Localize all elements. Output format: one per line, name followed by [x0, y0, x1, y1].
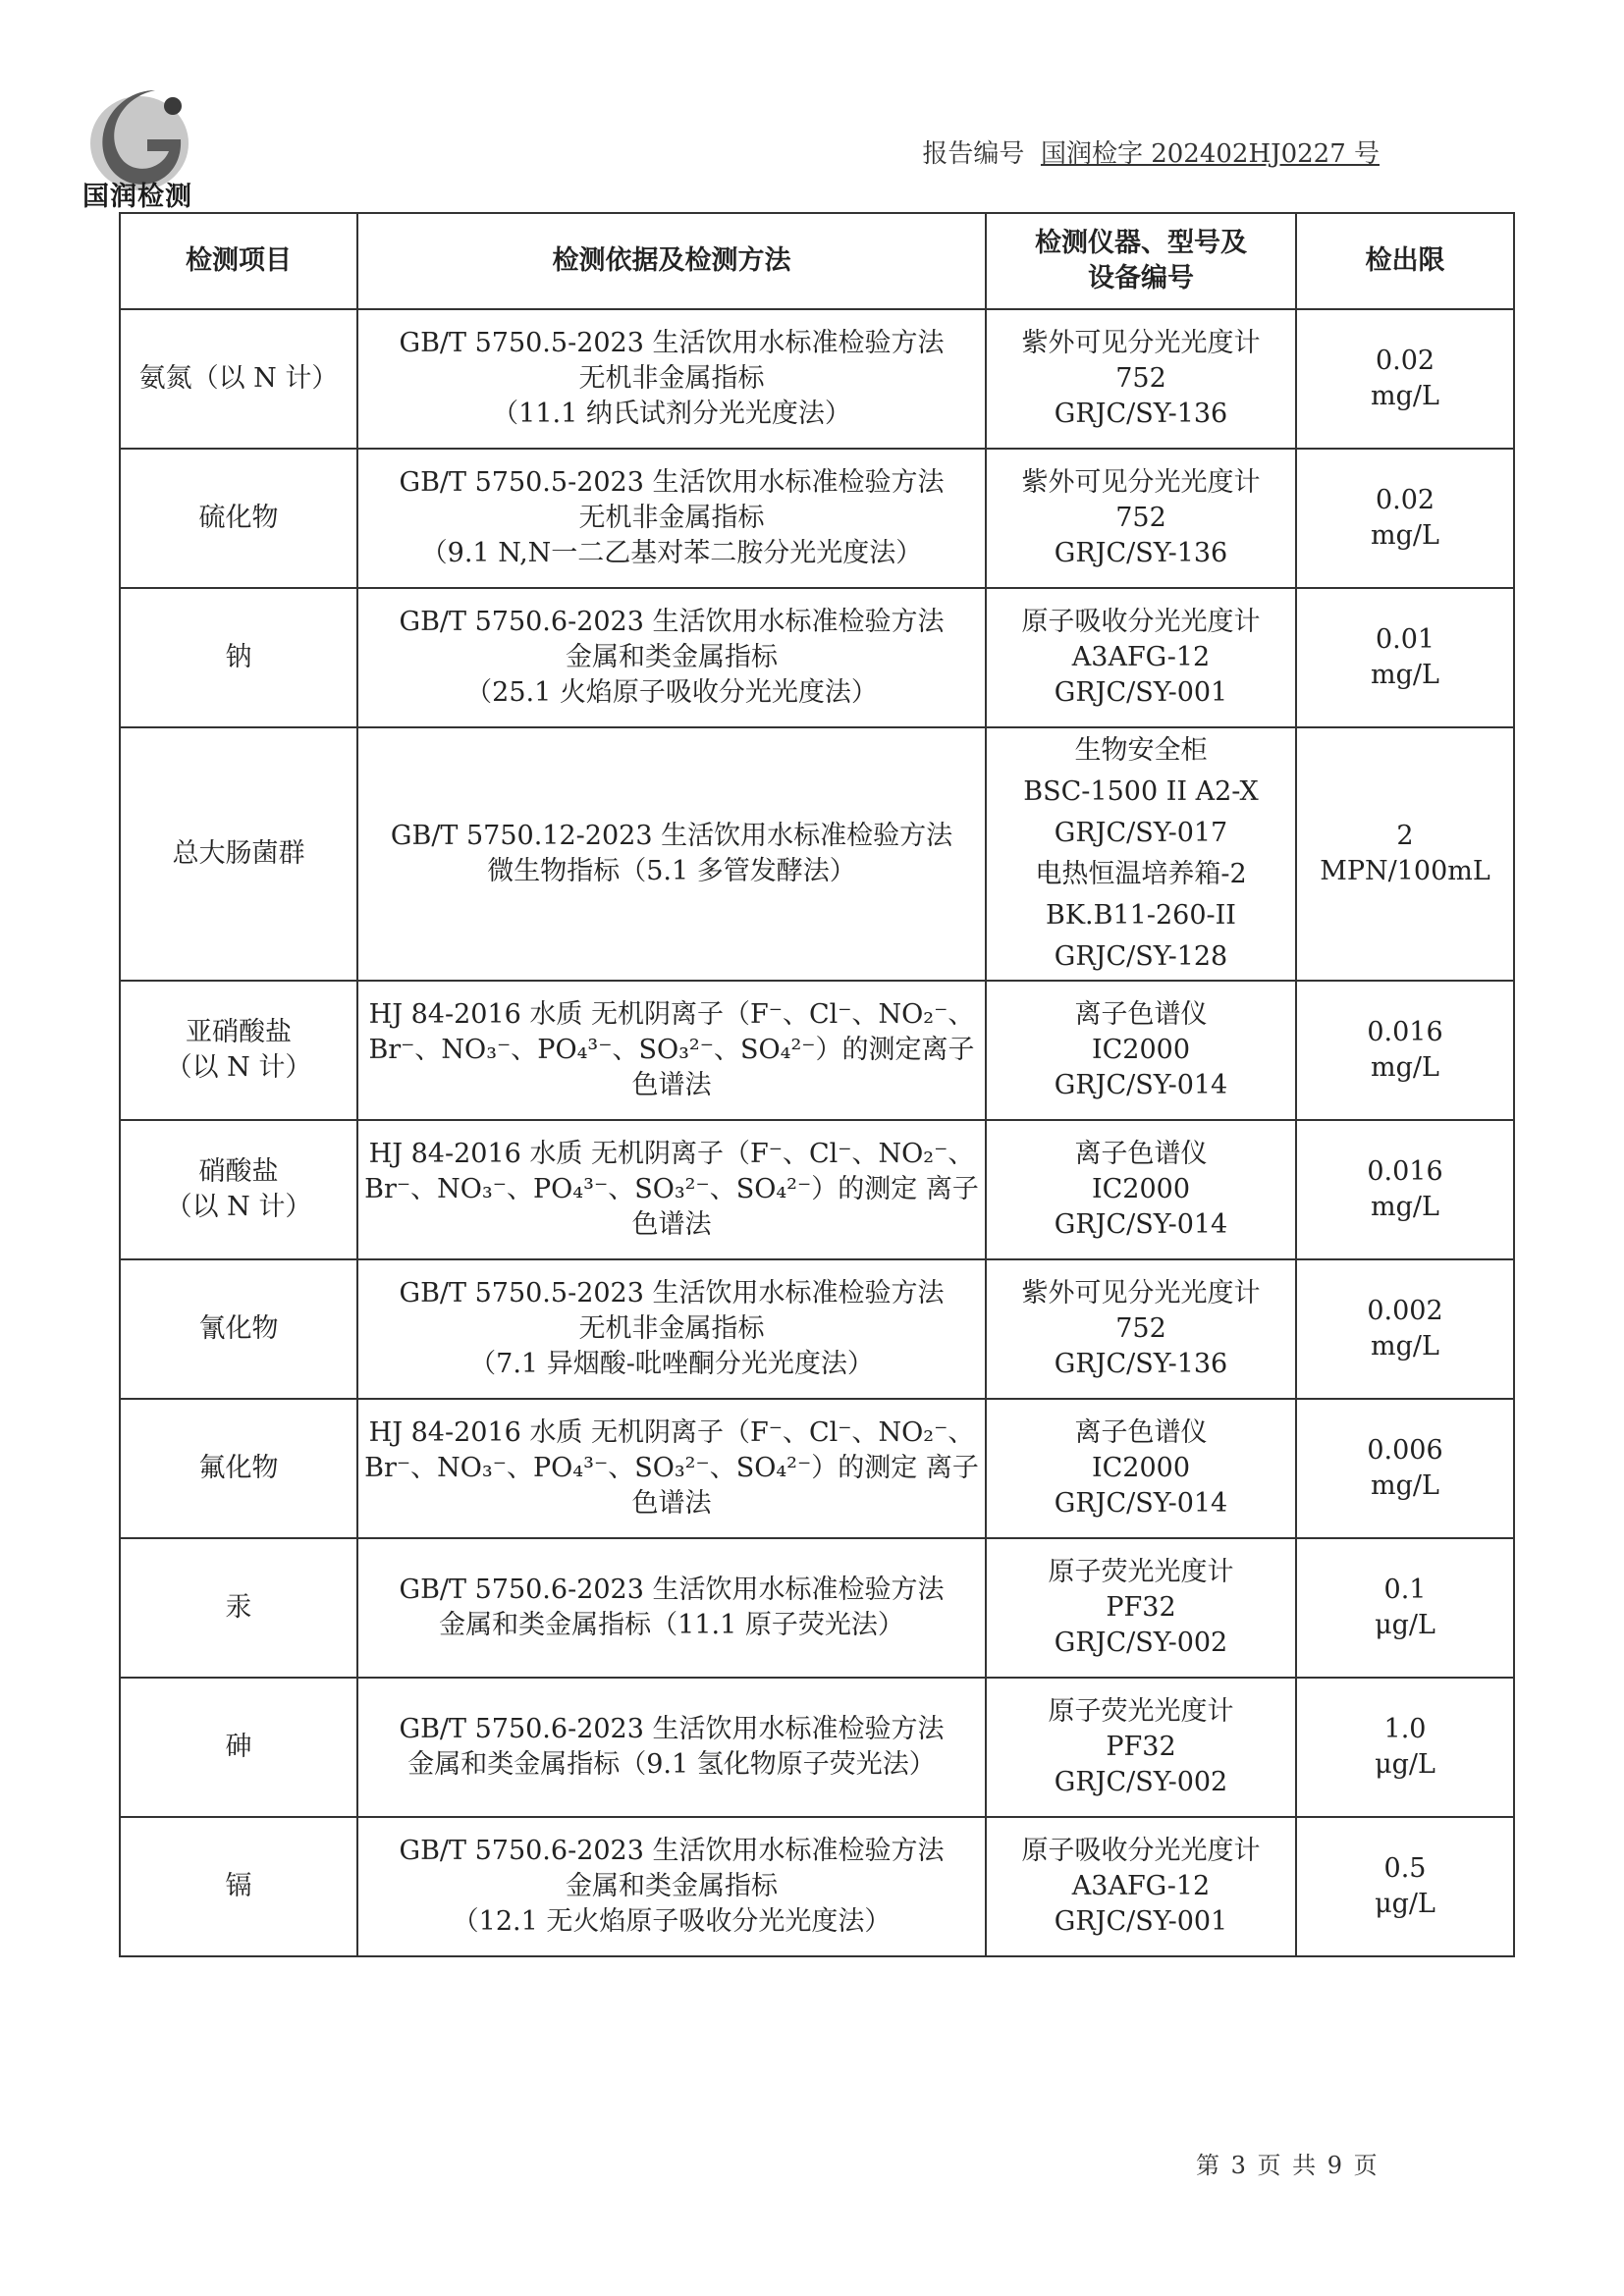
limit-cell-line: mg/L — [1371, 1331, 1439, 1362]
table-row — [120, 1399, 1514, 1538]
instrument-cell — [986, 1399, 1296, 1538]
item-cell-line: 氰化物 — [198, 1313, 279, 1344]
method-cell-line: 金属和类金属指标 — [566, 1871, 778, 1901]
method-cell-line: GB/T 5750.6-2023 生活饮用水标准检验方法 — [399, 1575, 945, 1605]
instrument-cell-line: IC2000 — [1091, 1453, 1191, 1483]
method-cell-line: 色谱法 — [631, 1488, 712, 1519]
limit-cell — [1296, 727, 1514, 981]
instrument-cell-line: PF32 — [1106, 1732, 1176, 1762]
col-header-method: 检测依据及检测方法 — [357, 213, 986, 309]
instrument-cell-line: 离子色谱仪 — [1074, 999, 1208, 1030]
instrument-cell-line: GRJC/SY-001 — [1054, 677, 1228, 708]
item-cell-line: （以 N 计） — [165, 1052, 312, 1083]
item-cell — [120, 1120, 357, 1259]
item-cell-line: 钠 — [225, 642, 252, 672]
instrument-cell-line: 紫外可见分光光度计 — [1021, 1278, 1261, 1308]
instrument-cell — [986, 981, 1296, 1120]
table-row — [120, 588, 1514, 727]
method-cell-line: 微生物指标（5.1 多管发酵法） — [487, 856, 856, 886]
table-row — [120, 1120, 1514, 1259]
instrument-cell-line: 752 — [1115, 1313, 1166, 1344]
limit-cell-line: 0.016 — [1367, 1017, 1443, 1047]
instrument-cell-line: PF32 — [1106, 1592, 1176, 1623]
limit-cell-line: MPN/100mL — [1320, 856, 1490, 886]
method-cell-line: 金属和类金属指标 — [566, 642, 778, 672]
method-cell-line: 无机非金属指标 — [578, 363, 765, 394]
method-cell — [357, 1538, 986, 1678]
method-cell — [357, 309, 986, 449]
instrument-cell-line: GRJC/SY-014 — [1054, 1070, 1228, 1100]
method-cell-line: GB/T 5750.5-2023 生活饮用水标准检验方法 — [399, 328, 945, 358]
item-cell-line: 氨氮（以 N 计） — [138, 363, 339, 394]
limit-cell — [1296, 1120, 1514, 1259]
method-cell — [357, 1259, 986, 1399]
method-cell — [357, 1817, 986, 1956]
method-cell-line: （11.1 纳氏试剂分光光度法） — [492, 399, 851, 429]
table-row — [120, 309, 1514, 449]
instrument-cell-line: GRJC/SY-002 — [1054, 1628, 1228, 1658]
item-cell-line: 氟化物 — [198, 1453, 279, 1483]
item-cell-line: 硫化物 — [198, 503, 279, 533]
instrument-cell — [986, 727, 1296, 981]
instrument-cell-line: A3AFG-12 — [1071, 642, 1211, 672]
item-cell-line: （以 N 计） — [165, 1192, 312, 1222]
instrument-cell-line: 原子荧光光度计 — [1048, 1557, 1234, 1587]
method-cell-line: （12.1 无火焰原子吸收分光光度法） — [452, 1906, 892, 1937]
table-row — [120, 981, 1514, 1120]
limit-cell-line: 0.016 — [1367, 1156, 1443, 1187]
instrument-cell-line: 紫外可见分光光度计 — [1021, 328, 1261, 358]
method-cell-line: GB/T 5750.5-2023 生活饮用水标准检验方法 — [399, 467, 945, 498]
method-cell — [357, 1120, 986, 1259]
table-row — [120, 727, 1514, 981]
item-cell — [120, 1259, 357, 1399]
instrument-cell-line: A3AFG-12 — [1071, 1871, 1211, 1901]
item-cell-line: 亚硝酸盐 — [186, 1017, 292, 1047]
item-cell — [120, 1399, 357, 1538]
method-cell-line: HJ 84-2016 水质 无机阴离子（F⁻、Cl⁻、NO₂⁻、 — [368, 1417, 975, 1448]
item-cell — [120, 1678, 357, 1817]
instrument-cell-line: IC2000 — [1091, 1035, 1191, 1065]
limit-cell — [1296, 1678, 1514, 1817]
limit-cell-line: mg/L — [1371, 1470, 1439, 1501]
table-row — [120, 1259, 1514, 1399]
page-number: 第 3 页 共 9 页 — [1196, 2152, 1380, 2179]
item-cell — [120, 309, 357, 449]
method-cell-line: 金属和类金属指标（11.1 原子荧光法） — [439, 1610, 904, 1640]
limit-cell — [1296, 588, 1514, 727]
method-cell-line: （9.1 N,N一二乙基对苯二胺分光光度法） — [420, 538, 923, 568]
item-cell — [120, 449, 357, 588]
limit-cell-line: 0.02 — [1375, 346, 1435, 376]
limit-cell-line: mg/L — [1371, 660, 1439, 690]
instrument-cell-line: GRJC/SY-001 — [1054, 1906, 1228, 1937]
method-cell-line: HJ 84-2016 水质 无机阴离子（F⁻、Cl⁻、NO₂⁻、 — [368, 999, 975, 1030]
limit-cell — [1296, 1259, 1514, 1399]
instrument-cell-line: IC2000 — [1091, 1174, 1191, 1204]
instrument-cell-line: 离子色谱仪 — [1074, 1139, 1208, 1169]
item-cell-line: 镉 — [225, 1871, 252, 1901]
instrument-cell-line: 752 — [1115, 363, 1166, 394]
instrument-cell-line: GRJC/SY-136 — [1054, 1349, 1228, 1379]
limit-cell-line: 1.0 — [1383, 1714, 1427, 1744]
instrument-cell-line: 紫外可见分光光度计 — [1021, 467, 1261, 498]
limit-cell — [1296, 449, 1514, 588]
table-row — [120, 1817, 1514, 1956]
logo-text: 国润检测 — [82, 182, 192, 212]
method-cell-line: Br⁻、NO₃⁻、PO₄³⁻、SO₃²⁻、SO₄²⁻）的测定 离子 — [364, 1174, 979, 1204]
item-cell — [120, 588, 357, 727]
method-cell — [357, 727, 986, 981]
limit-cell — [1296, 1817, 1514, 1956]
table-row — [120, 1538, 1514, 1678]
limit-cell — [1296, 1538, 1514, 1678]
instrument-cell-line: GRJC/SY-128 — [1054, 941, 1228, 972]
method-cell-line: （7.1 异烟酸-吡唑酮分光光度法） — [469, 1349, 874, 1379]
limit-cell — [1296, 1399, 1514, 1538]
limit-cell-line: 0.02 — [1375, 485, 1435, 515]
item-cell — [120, 727, 357, 981]
item-cell — [120, 1817, 357, 1956]
instrument-cell-line: GRJC/SY-017 — [1054, 818, 1228, 848]
report-number-value: 国润检字 202402HJ0227 号 — [1040, 139, 1380, 169]
method-cell — [357, 981, 986, 1120]
method-cell-line: GB/T 5750.12-2023 生活饮用水标准检验方法 — [390, 821, 953, 851]
instrument-cell — [986, 449, 1296, 588]
limit-cell-line: 0.1 — [1383, 1575, 1427, 1605]
method-cell-line: 色谱法 — [631, 1209, 712, 1240]
limit-cell-line: 0.01 — [1375, 624, 1435, 655]
method-cell-line: GB/T 5750.6-2023 生活饮用水标准检验方法 — [399, 1714, 945, 1744]
table-header-row — [120, 213, 1514, 309]
table-row — [120, 1678, 1514, 1817]
instrument-cell — [986, 1120, 1296, 1259]
instrument-cell-line: 电热恒温培养箱-2 — [1035, 859, 1247, 889]
limit-cell — [1296, 981, 1514, 1120]
instrument-cell-line: 原子荧光光度计 — [1048, 1696, 1234, 1727]
limit-cell-line: μg/L — [1375, 1889, 1435, 1919]
instrument-cell — [986, 1678, 1296, 1817]
instrument-cell-line: BK.B11-260-II — [1046, 900, 1236, 931]
limit-cell-line: mg/L — [1371, 520, 1439, 551]
method-cell — [357, 449, 986, 588]
instrument-cell-line: GRJC/SY-014 — [1054, 1209, 1228, 1240]
instrument-cell — [986, 1817, 1296, 1956]
report-number — [922, 133, 1380, 170]
limit-cell-line: 0.006 — [1367, 1435, 1443, 1466]
method-cell-line: 金属和类金属指标（9.1 氢化物原子荧光法） — [407, 1749, 936, 1780]
limit-cell-line: mg/L — [1371, 1192, 1439, 1222]
item-cell-line: 汞 — [225, 1592, 252, 1623]
instrument-cell — [986, 588, 1296, 727]
method-cell-line: Br⁻、NO₃⁻、PO₄³⁻、SO₃²⁻、SO₄²⁻）的测定离子 — [368, 1035, 975, 1065]
method-cell-line: 无机非金属指标 — [578, 503, 765, 533]
method-cell-line: 色谱法 — [631, 1070, 712, 1100]
method-cell-line: GB/T 5750.6-2023 生活饮用水标准检验方法 — [399, 1836, 945, 1866]
method-cell-line: GB/T 5750.5-2023 生活饮用水标准检验方法 — [399, 1278, 945, 1308]
instrument-cell-line: GRJC/SY-014 — [1054, 1488, 1228, 1519]
col-header-limit: 检出限 — [1296, 213, 1514, 309]
limit-cell-line: mg/L — [1371, 381, 1439, 411]
instrument-cell-line: GRJC/SY-002 — [1054, 1767, 1228, 1797]
limit-cell-line: μg/L — [1375, 1749, 1435, 1780]
item-cell — [120, 1538, 357, 1678]
instrument-cell-line: GRJC/SY-136 — [1054, 538, 1228, 568]
instrument-cell-line: 752 — [1115, 503, 1166, 533]
instrument-cell-line: 原子吸收分光光度计 — [1021, 607, 1261, 637]
limit-cell-line: 2 — [1396, 821, 1414, 851]
col-header-item: 检测项目 — [120, 213, 357, 309]
col-header-instrument: 检测仪器、型号及 设备编号 — [986, 213, 1296, 309]
method-cell — [357, 588, 986, 727]
instrument-cell — [986, 309, 1296, 449]
method-cell — [357, 1399, 986, 1538]
item-cell-line: 砷 — [225, 1732, 252, 1762]
limit-cell-line: 0.002 — [1367, 1296, 1443, 1326]
limit-cell — [1296, 309, 1514, 449]
method-cell-line: （25.1 火焰原子吸收分光光度法） — [465, 677, 878, 708]
instrument-cell — [986, 1259, 1296, 1399]
instrument-cell-line: GRJC/SY-136 — [1054, 399, 1228, 429]
report-number-label: 报告编号 — [922, 139, 1025, 169]
instrument-cell-line: 离子色谱仪 — [1074, 1417, 1208, 1448]
test-methods-table — [119, 212, 1515, 1957]
item-cell-line: 硝酸盐 — [198, 1156, 279, 1187]
method-cell — [357, 1678, 986, 1817]
instrument-cell-line: 生物安全柜 — [1074, 735, 1208, 766]
method-cell-line: 无机非金属指标 — [578, 1313, 765, 1344]
limit-cell-line: 0.5 — [1383, 1853, 1427, 1884]
instrument-cell-line: 原子吸收分光光度计 — [1021, 1836, 1261, 1866]
instrument-cell-line: BSC-1500 II A2-X — [1023, 776, 1259, 807]
method-cell-line: HJ 84-2016 水质 无机阴离子（F⁻、Cl⁻、NO₂⁻、 — [368, 1139, 975, 1169]
limit-cell-line: mg/L — [1371, 1052, 1439, 1083]
method-cell-line: Br⁻、NO₃⁻、PO₄³⁻、SO₃²⁻、SO₄²⁻）的测定 离子 — [364, 1453, 979, 1483]
instrument-cell — [986, 1538, 1296, 1678]
item-cell-line: 总大肠菌群 — [172, 838, 305, 869]
item-cell — [120, 981, 357, 1120]
limit-cell-line: μg/L — [1375, 1610, 1435, 1640]
table-row — [120, 449, 1514, 588]
method-cell-line: GB/T 5750.6-2023 生活饮用水标准检验方法 — [399, 607, 945, 637]
